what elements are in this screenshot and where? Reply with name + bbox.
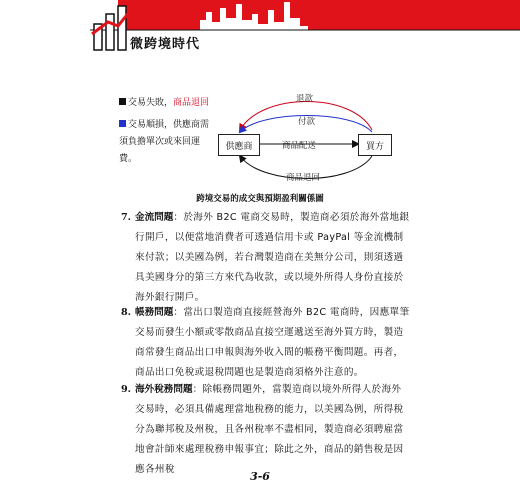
legend-success-text: 交易順損，供應商需 bbox=[128, 120, 210, 130]
item-text: ：於海外 B2C 電商交易時，製造商必須於海外當地銀行開戶，以便當地消費者可透過信用卡或 PayPal 等金流機制來付款；以美國為例，若台灣製造商在美無分公司，則須透過具美國身分的第三方來代為收款，或以境外所得人身份直接於海外銀行開戶。 bbox=[135, 212, 410, 303]
diagram-caption: 跨境交易的成交與預期盈利關係圖 bbox=[196, 194, 324, 204]
supplier-box: 供應商 bbox=[218, 134, 260, 156]
flow-arrows bbox=[0, 0, 520, 200]
item-title: 帳務問題 bbox=[135, 307, 174, 318]
legend-failure-text: 交易失敗， bbox=[128, 98, 174, 108]
refund-label: 退款 bbox=[296, 94, 314, 104]
buyer-box: 買方 bbox=[358, 134, 392, 156]
list-item-7 bbox=[121, 208, 410, 308]
page-number: 3-6 bbox=[250, 470, 270, 483]
item-text: ：除帳務問題外，當製造商以境外所得人於海外交易時，必須具備處理當地稅務的能力，以美國為例，所得稅分為聯邦稅及州稅，且各州稅率不盡相同，製造商必須聘雇當地會計師來處理稅務申報事宜；除此之外，商品的銷售稅是因應各州稅 bbox=[135, 384, 404, 475]
brand-title: 微跨境時代 bbox=[130, 37, 201, 52]
legend-note: 須負擔單次或來回運費。 bbox=[119, 137, 201, 164]
item-title: 金流問題 bbox=[135, 212, 174, 223]
legend-failure-red: 商品退回 bbox=[173, 98, 210, 108]
item-text: ：當出口製造商直接經營海外 B2C 電商時，因應單筆交易而發生小額或零散商品直接空運遞送至海外買方時，製造商常發生商品出口申報與海外收入間的帳務平衡問題。再者，商品出口免稅或退稅問題也是製造商須格外注意的。 bbox=[135, 307, 410, 378]
returned-label: 商品退回 bbox=[286, 173, 321, 183]
item-title: 海外稅務問題 bbox=[135, 384, 193, 395]
list-item-9 bbox=[121, 380, 410, 480]
item-number: 9. bbox=[121, 384, 132, 395]
item-number: 8. bbox=[121, 307, 132, 318]
list-item-8 bbox=[121, 303, 410, 383]
payment-label: 付款 bbox=[298, 117, 316, 127]
delivery-label: 商品配送 bbox=[282, 141, 317, 151]
item-number: 7. bbox=[121, 212, 132, 223]
